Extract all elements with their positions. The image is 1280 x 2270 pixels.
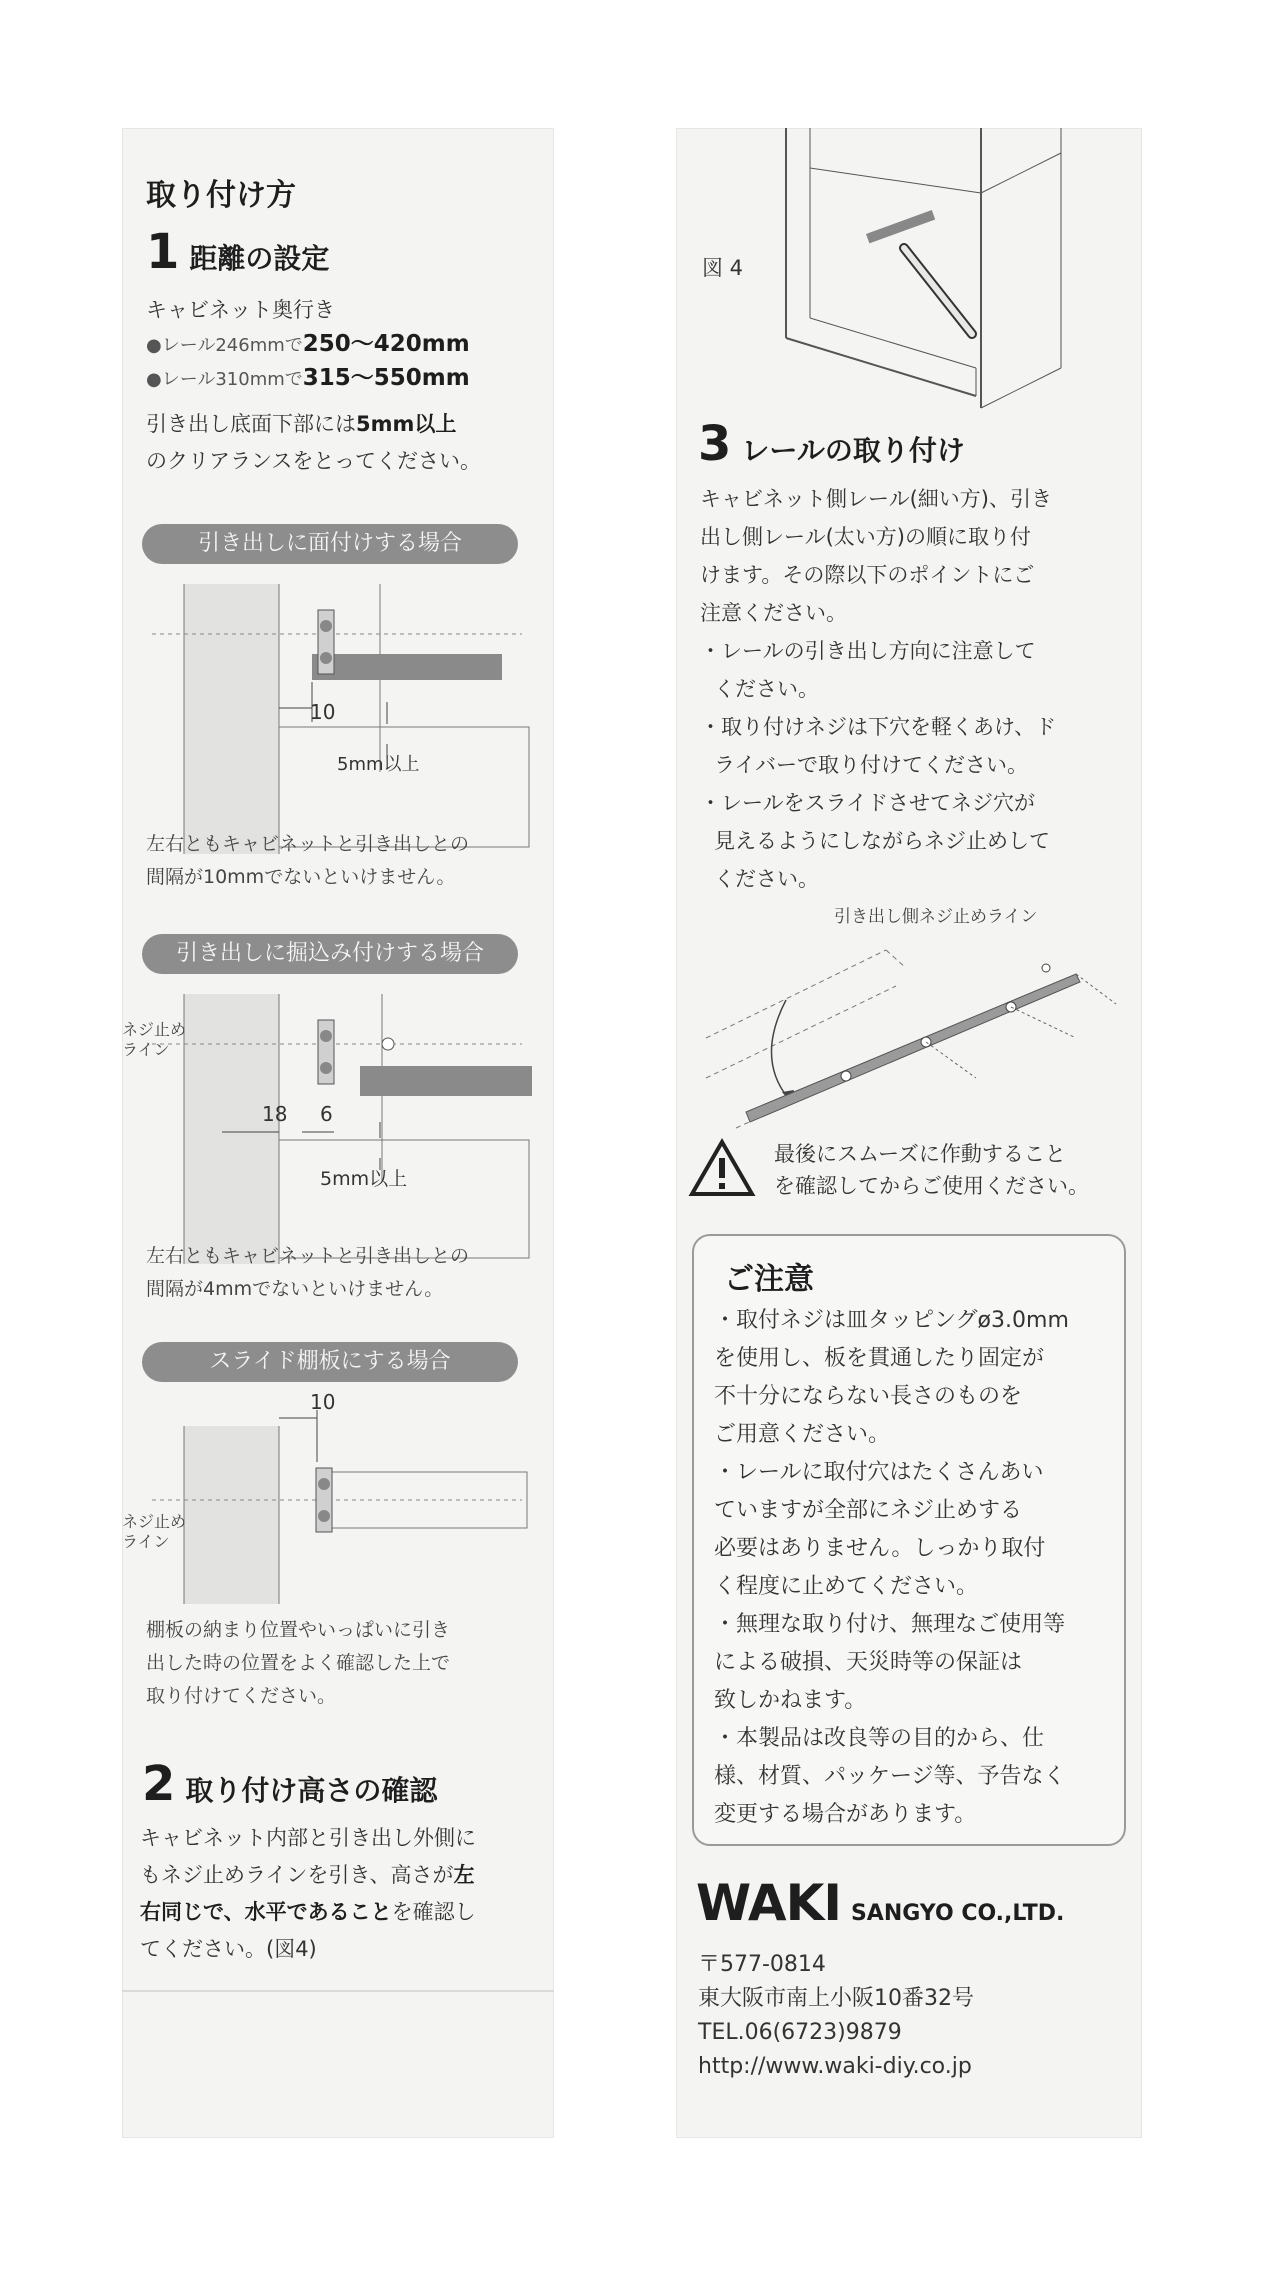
rail-spec-2: ●レール310mmで315〜550mm bbox=[146, 365, 470, 391]
clearance-text: 引き出し底面下部には5mm以上 のクリアランスをとってください。 bbox=[146, 412, 481, 473]
step-3-points bbox=[700, 632, 1130, 898]
company-logo bbox=[696, 1874, 1064, 1932]
street-address: 東大阪市南上小阪10番32号 bbox=[698, 1986, 974, 2011]
notice-item: ・取付ネジは皿タッピングø3.0mm を使用し、板を貫通したり固定が 不十分にならない長さのものを ご用意ください。 bbox=[714, 1308, 1069, 1447]
website-url: http://www.waki-diy.co.jp bbox=[698, 2054, 972, 2079]
depth-label: キャビネット奥行き bbox=[146, 298, 335, 322]
rail-spec-1: ●レール246mmで250〜420mm bbox=[146, 331, 470, 357]
bottom-fold-line bbox=[122, 1990, 554, 1992]
case-3-screw-line: ネジ止め ライン bbox=[122, 1512, 187, 1551]
right-instruction-panel bbox=[676, 128, 1142, 2138]
case-2-label: 引き出しに掘込み付けする場合 bbox=[142, 934, 518, 974]
case-1-label: 引き出しに面付けする場合 bbox=[142, 524, 518, 564]
postal-code: 〒577-0814 bbox=[698, 1952, 826, 1977]
case-2-note: 左右ともキャビネットと引き出しとの 間隔が4mmでないといけません。 bbox=[146, 1245, 470, 1300]
section-heading: 取り付け方 bbox=[146, 178, 296, 213]
rail-spec-list bbox=[146, 328, 470, 396]
rail-install-diagram bbox=[676, 928, 1142, 1128]
notice-item: ・レールに取付穴はたくさんあい ていますが全部にネジ止めする 必要はありません。しっかり取付 く程度に止めてください。 bbox=[714, 1460, 1046, 1599]
warning-text: 最後にスムーズに作動すること を確認してからご使用ください。 bbox=[774, 1142, 1089, 1198]
case-1-gap-dim: 10 bbox=[310, 700, 336, 724]
notice-item: ・本製品は改良等の目的から、仕 様、材質、パッケージ等、予告なく 変更する場合があります。 bbox=[714, 1726, 1066, 1827]
case-1-note: 左右ともキャビネットと引き出しとの 間隔が10mmでないといけません。 bbox=[146, 833, 470, 888]
case-3-note: 棚板の納まり位置やいっぱいに引き 出した時の位置をよく確認した上で 取り付けてください。 bbox=[146, 1619, 451, 1707]
company-logo-mark: WAKI bbox=[696, 1874, 841, 1932]
step-2-number: 2 bbox=[142, 1756, 176, 1812]
case-1-bottom-dim: 5mm以上 bbox=[337, 754, 420, 775]
step-3-header bbox=[698, 416, 965, 472]
notice-item: ・無理な取り付け、無理なご使用等 による破損、天災時等の保証は 致しかねます。 bbox=[714, 1612, 1066, 1713]
step-2-title: 取り付け高さの確認 bbox=[185, 1774, 438, 1807]
case-2-screw-line: ネジ止め ライン bbox=[122, 1020, 187, 1059]
step-3-number: 3 bbox=[698, 416, 732, 472]
figure-4-cabinet-diagram bbox=[676, 128, 1142, 428]
phone-number: TEL.06(6723)9879 bbox=[698, 2020, 902, 2045]
company-logo-name: SANGYO CO.,LTD. bbox=[850, 1901, 1065, 1926]
screw-line-caption: 引き出し側ネジ止めライン bbox=[834, 907, 1038, 927]
step-2-text: キャビネット内部と引き出し外側に もネジ止めラインを引き、高さが左 右同じで、水平であることを確認し てください。(図4) bbox=[140, 1826, 476, 1961]
notice-heading: ご注意 bbox=[724, 1262, 814, 1297]
warning-triangle-icon bbox=[690, 1138, 754, 1198]
step-3-title: レールの取り付け bbox=[741, 434, 965, 467]
case-2-inner-dim: 6 bbox=[320, 1102, 333, 1126]
step-1-title: 距離の設定 bbox=[189, 242, 330, 275]
notice-list bbox=[694, 1302, 1124, 1834]
case-3-label: スライド棚板にする場合 bbox=[142, 1342, 518, 1382]
figure-4-label: 図 4 bbox=[702, 256, 744, 280]
notice-box bbox=[692, 1234, 1126, 1846]
step-1-header bbox=[146, 224, 330, 280]
step-1-number: 1 bbox=[146, 224, 180, 280]
case-3-gap-dim: 10 bbox=[310, 1390, 336, 1414]
case-2-bottom-dim: 5mm以上 bbox=[320, 1168, 408, 1190]
case-2-outer-dim: 18 bbox=[262, 1102, 288, 1126]
step-2-header bbox=[142, 1756, 438, 1812]
point-3: ・レールをスライドさせてネジ穴が 見えるようにしながらネジ止めして ください。 bbox=[700, 791, 1050, 891]
left-instruction-panel bbox=[122, 128, 554, 2138]
point-1: ・レールの引き出し方向に注意して ください。 bbox=[700, 639, 1036, 701]
point-2: ・取り付けネジは下穴を軽くあけ、ド ライバーで取り付けてください。 bbox=[700, 715, 1057, 777]
step-3-intro: キャビネット側レール(細い方)、引き 出し側レール(太い方)の順に取り付 けます。その際以下のポイントにご 注意ください。 bbox=[700, 487, 1052, 625]
company-address-block bbox=[698, 1948, 974, 2084]
